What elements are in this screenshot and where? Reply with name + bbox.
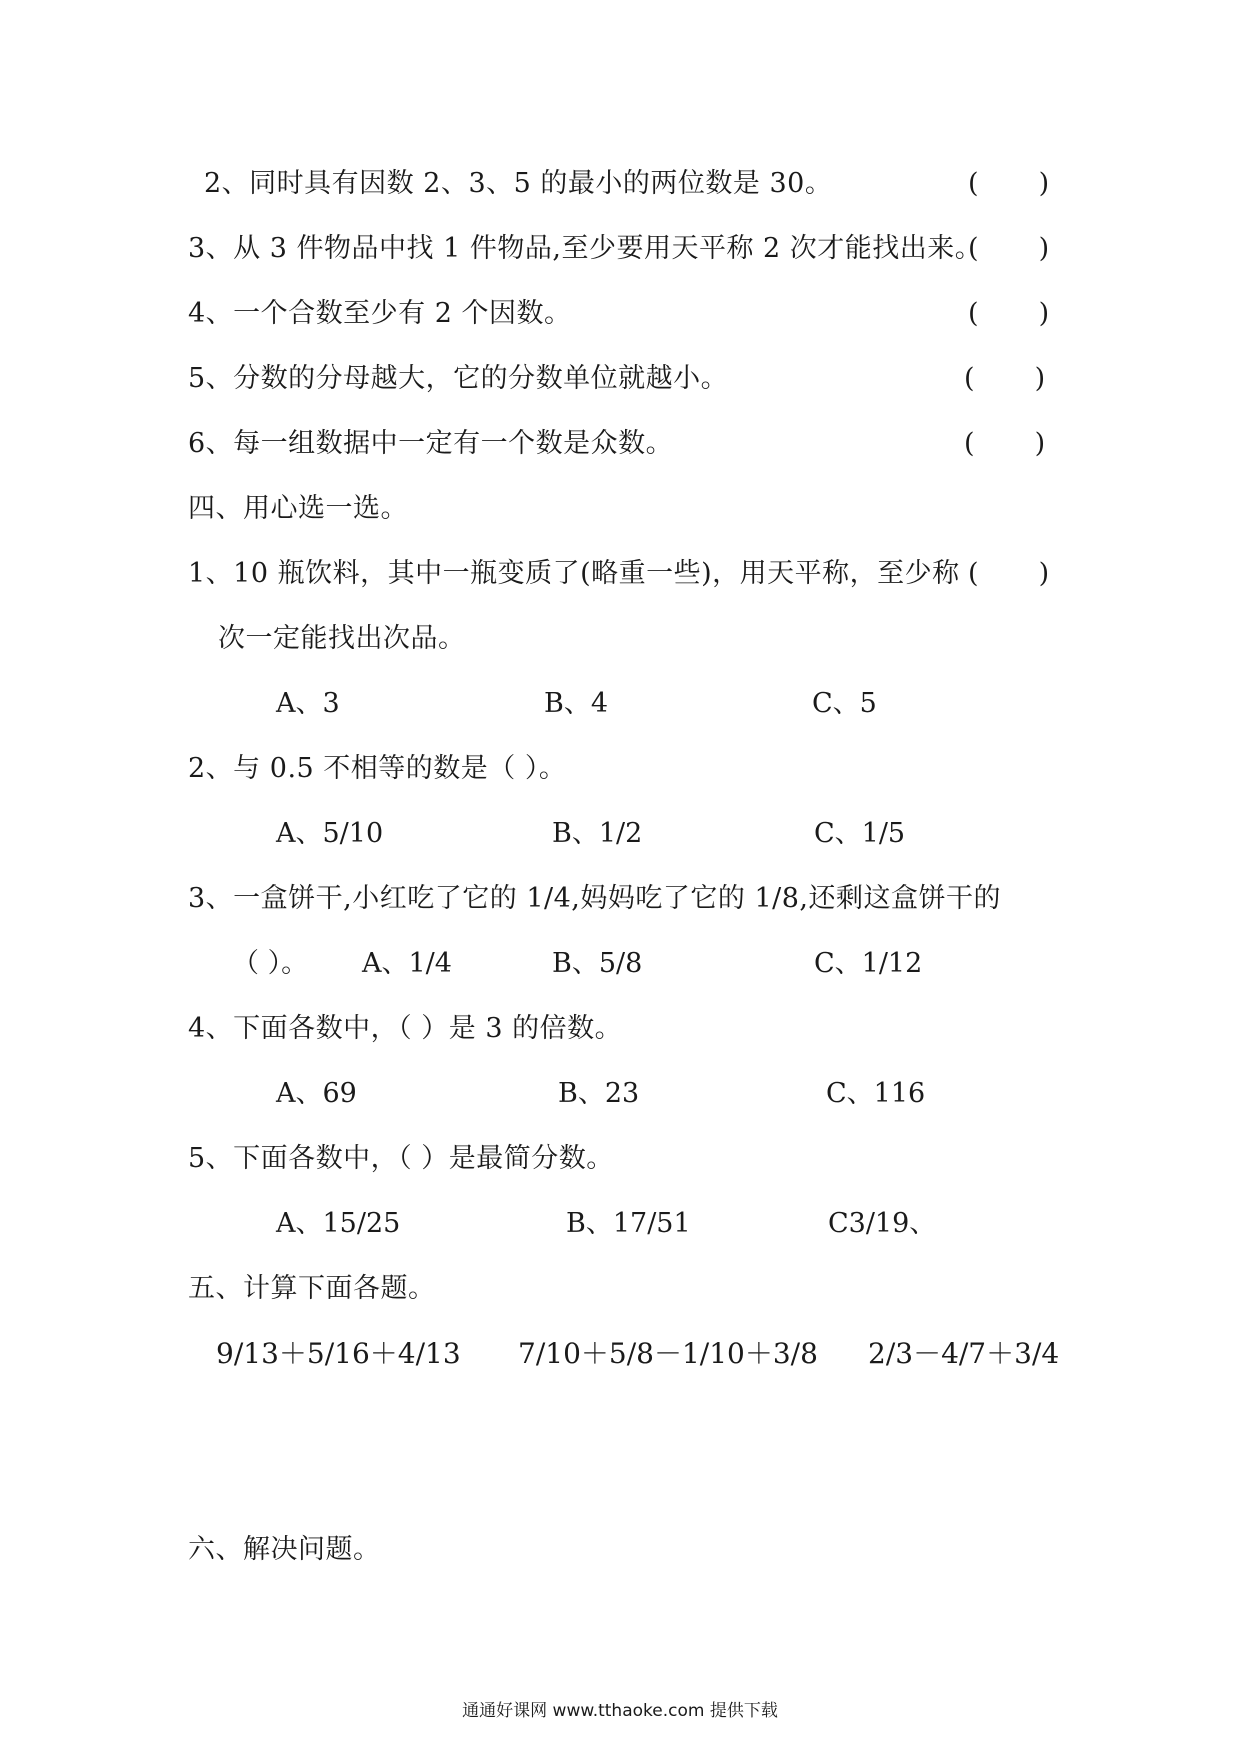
option-c: C、116 (826, 1078, 926, 1109)
answer-parens: （ ）。 (232, 948, 309, 979)
page-footer: 通通好课网 www.tthaoke.com 提供下载 (462, 1701, 778, 1721)
judge-item-2: 2、同时具有因数 2、3、5 的最小的两位数是 30。 (204, 168, 833, 199)
option-c: C、5 (812, 688, 877, 719)
answer-parens: ( ) (968, 298, 1050, 329)
section-heading-solve: 六、解决问题。 (188, 1534, 381, 1565)
choice-question-3: 3、一盒饼干,小红吃了它的 1/4,妈妈吃了它的 1/8,还剩这盒饼干的 (188, 883, 1001, 914)
choice-question-1-continued: 次一定能找出次品。 (218, 623, 466, 654)
option-c: C、1/5 (814, 818, 906, 849)
expression-3: 2/3－4/7＋3/4 (868, 1337, 1060, 1370)
option-b: B、4 (544, 688, 609, 719)
option-a: A、69 (276, 1078, 357, 1109)
option-c: C、1/12 (814, 948, 923, 979)
choice-question-4: 4、下面各数中，（ ）是 3 的倍数。 (188, 1013, 623, 1044)
option-a: A、5/10 (276, 818, 384, 849)
answer-parens: ( ) (968, 233, 1050, 264)
option-b: B、5/8 (552, 948, 643, 979)
judge-item-4: 4、一个合数至少有 2 个因数。 (188, 298, 572, 329)
section-heading-calculate: 五、计算下面各题。 (188, 1273, 436, 1304)
answer-parens: ( ) (968, 558, 1050, 589)
section-heading-choose: 四、用心选一选。 (188, 493, 408, 524)
answer-parens: ( ) (964, 428, 1046, 459)
expression-2: 7/10＋5/8－1/10＋3/8 (518, 1337, 818, 1370)
choice-question-5: 5、下面各数中，（ ）是最简分数。 (188, 1143, 614, 1174)
answer-parens: ( ) (964, 363, 1046, 394)
answer-parens: ( ) (968, 168, 1050, 199)
option-b: B、1/2 (552, 818, 643, 849)
choice-question-2: 2、与 0.5 不相等的数是（ ）。 (188, 753, 567, 784)
judge-item-6: 6、每一组数据中一定有一个数是众数。 (188, 428, 674, 459)
option-a: A、15/25 (276, 1208, 401, 1239)
option-b: B、23 (558, 1078, 640, 1109)
judge-item-3: 3、从 3 件物品中找 1 件物品,至少要用天平称 2 次才能找出来。 (188, 233, 983, 264)
option-a: A、3 (276, 688, 340, 719)
option-c: C3/19、 (828, 1208, 937, 1239)
option-b: B、17/51 (566, 1208, 691, 1239)
choice-question-1: 1、10 瓶饮料，其中一瓶变质了(略重一些)，用天平称，至少称 (188, 558, 960, 589)
expression-1: 9/13＋5/16＋4/13 (216, 1337, 461, 1370)
judge-item-5: 5、分数的分母越大，它的分数单位就越小。 (188, 363, 729, 394)
option-a: A、1/4 (362, 948, 452, 979)
